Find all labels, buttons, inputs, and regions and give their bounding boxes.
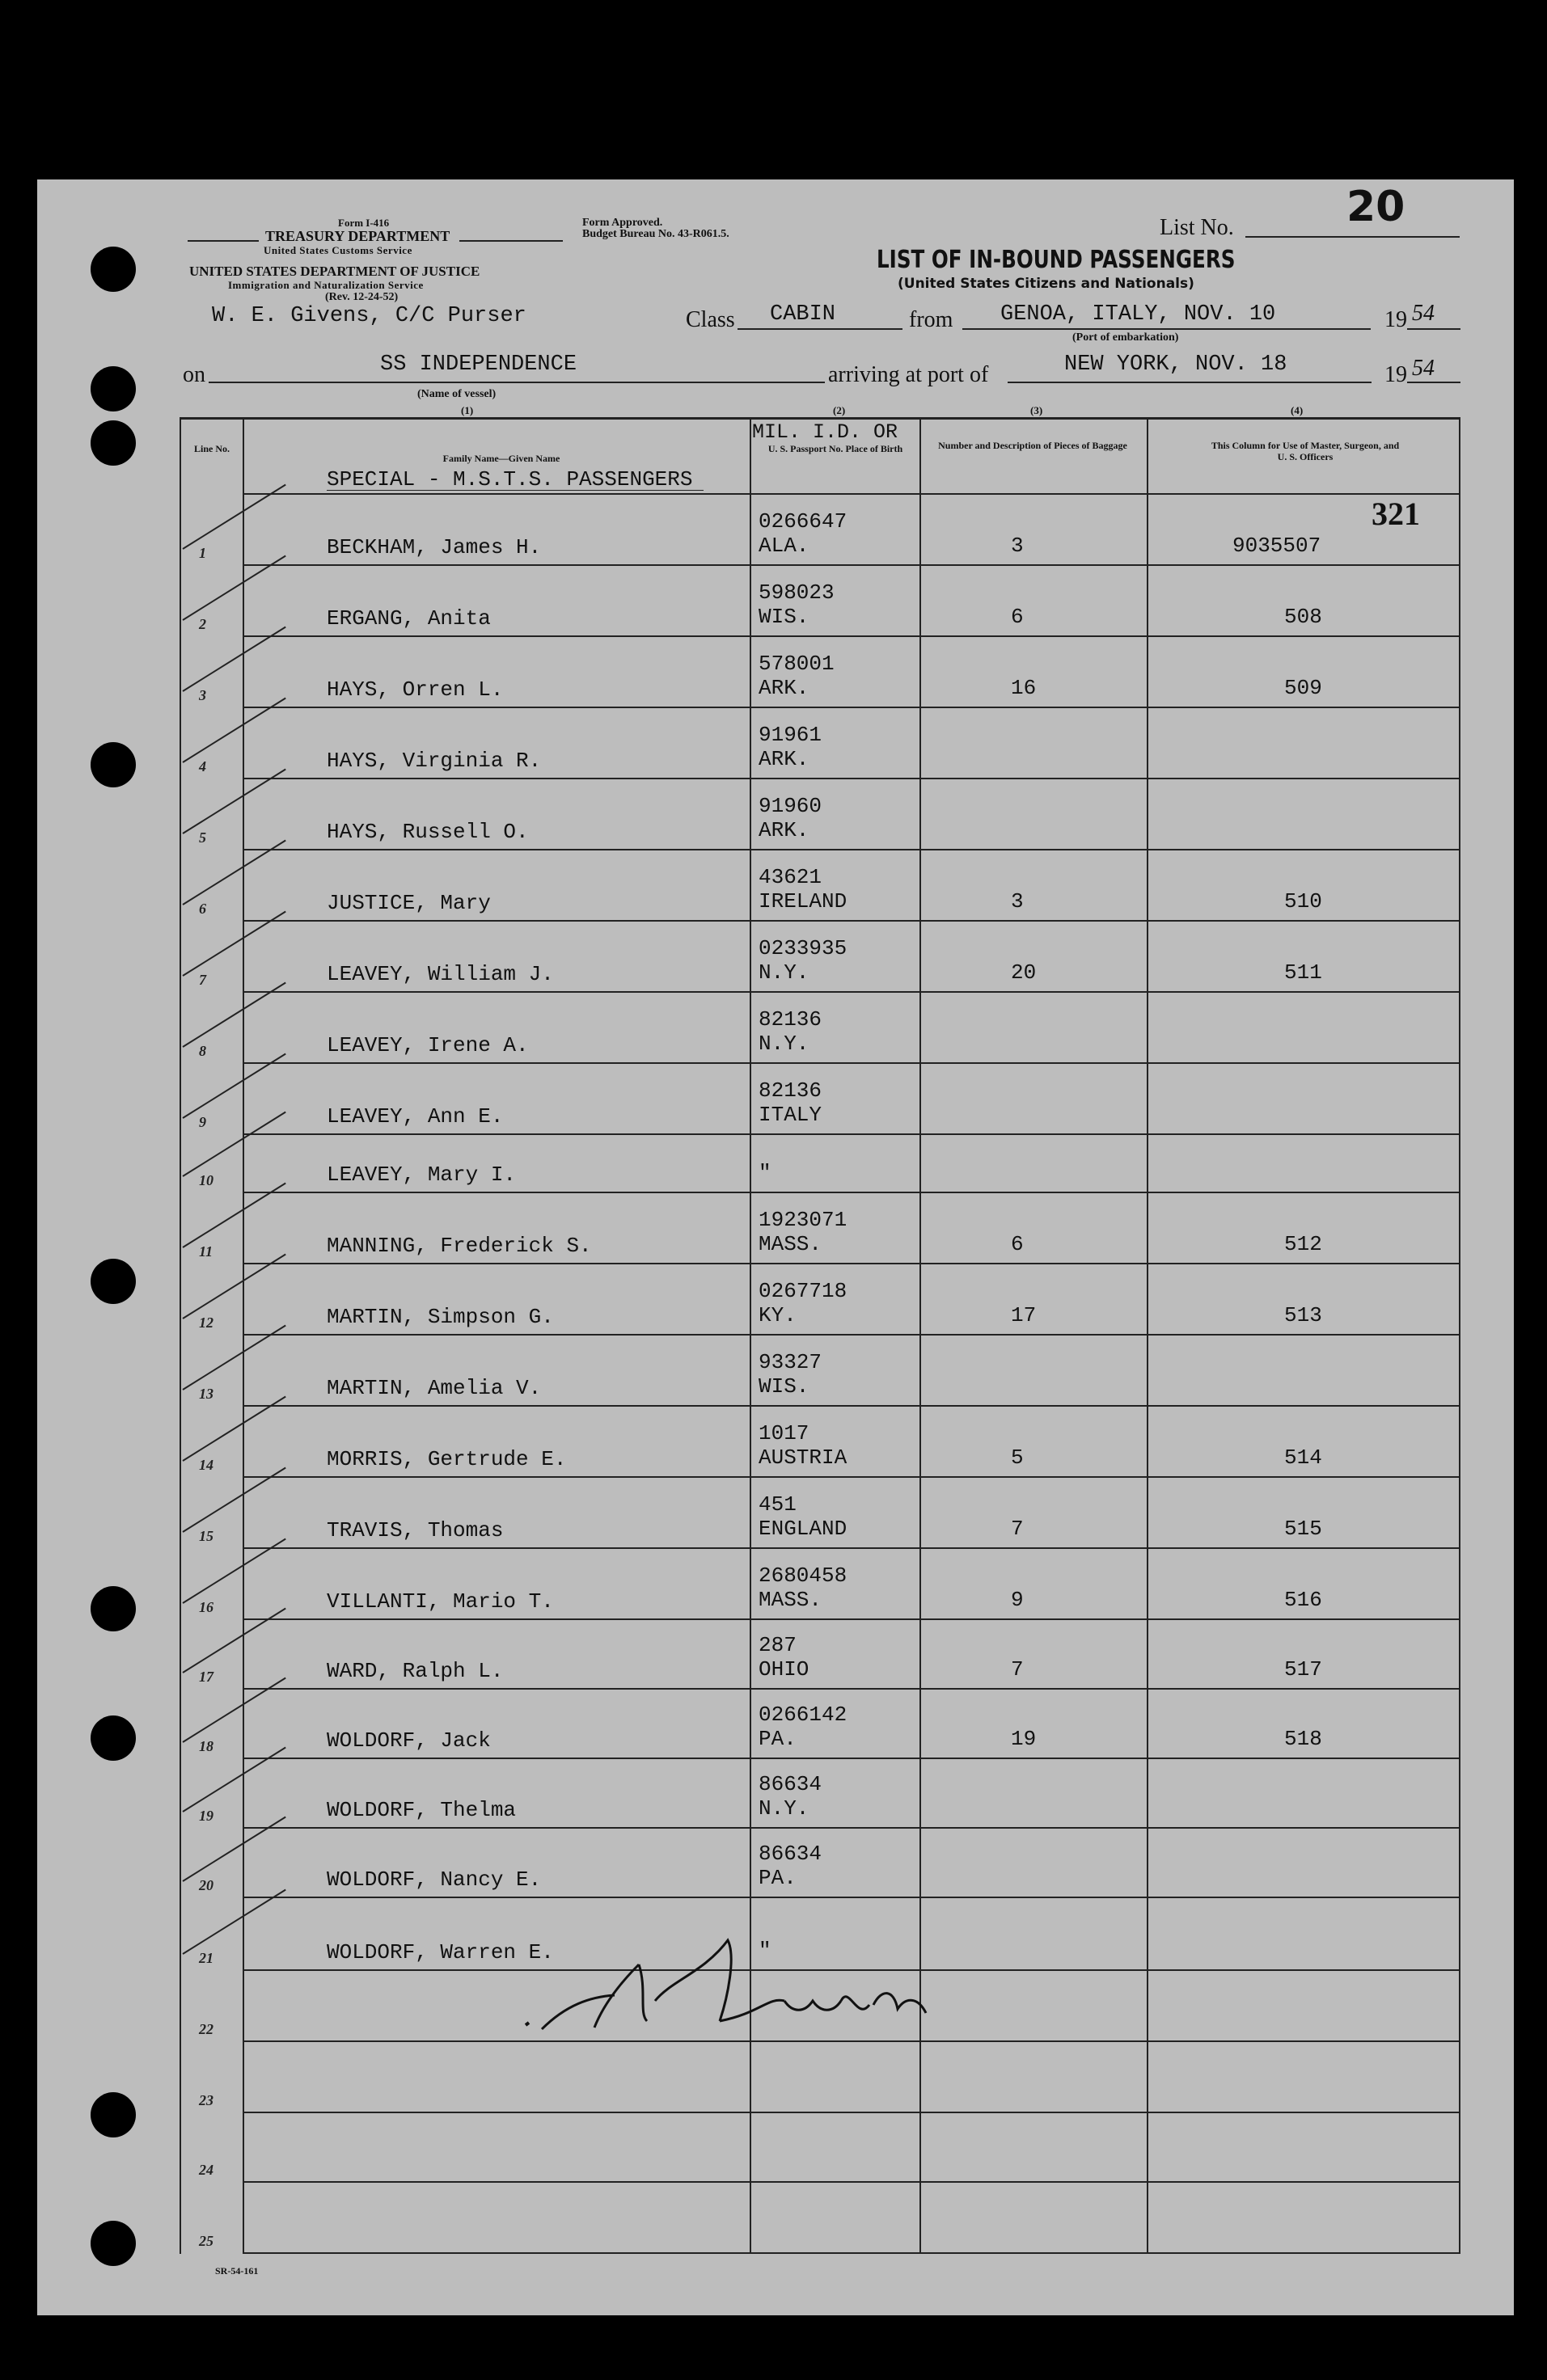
customs-service: United States Customs Service [264,244,412,256]
form-title: LIST OF IN-BOUND PASSENGERS [877,246,1236,274]
officer-number: 511 [1284,960,1322,985]
line-number: 17 [199,1669,213,1685]
line-number: 19 [199,1808,213,1824]
officer-number: 9035507 [1232,534,1321,558]
col-number-1: (1) [461,404,474,416]
id-number: 598023 [759,580,835,605]
place-of-birth: KY. [759,1303,797,1327]
id-number: 0267718 [759,1279,847,1303]
place-of-birth: ARK. [759,818,809,842]
officer-number: 512 [1284,1232,1322,1256]
passenger-name: TRAVIS, Thomas [327,1518,504,1542]
place-of-birth: N.Y. [759,1032,809,1056]
year-line-2 [1407,382,1460,383]
id-number: 2680458 [759,1563,847,1588]
binder-hole [91,247,136,292]
table-row [0,1336,1547,1407]
table-row [0,1193,1547,1264]
line-number: 23 [199,2092,213,2108]
arriving-value: NEW YORK, NOV. 18 [1064,352,1287,377]
place-of-birth: ENGLAND [759,1517,847,1541]
purser-name: W. E. Givens, C/C Purser [212,304,526,328]
form-number: Form I-416 [338,217,390,229]
passenger-name: WOLDORF, Nancy E. [327,1867,542,1892]
line-number: 25 [199,2233,213,2249]
header-rule [459,240,563,242]
passenger-name: HAYS, Russell O. [327,820,529,844]
officer-number: 517 [1284,1657,1322,1682]
list-no-value: 20 [1346,183,1405,231]
class-line [738,328,902,330]
row-rule [243,2252,1460,2254]
officer-number: 508 [1284,605,1322,629]
passenger-name: LEAVEY, Ann E. [327,1104,504,1129]
id-number: 0233935 [759,936,847,960]
place-of-birth: AUSTRIA [759,1445,847,1470]
passenger-name: WARD, Ralph L. [327,1659,504,1683]
line-number: 22 [199,2021,213,2037]
table-row [0,1478,1547,1549]
id-number: 86634 [759,1842,822,1866]
department: TREASURY DEPARTMENT [265,228,450,244]
table-row [0,993,1547,1064]
table-row [0,2042,1547,2113]
table-row [0,1135,1547,1193]
line-number: 9 [199,1114,206,1130]
table-row [0,2183,1547,2254]
place-of-birth: N.Y. [759,1796,809,1821]
passenger-name: MANNING, Frederick S. [327,1234,592,1258]
baggage-count: 17 [1011,1303,1037,1327]
place-of-birth: N.Y. [759,960,809,985]
justice-department: UNITED STATES DEPARTMENT OF JUSTICE [189,264,480,279]
line-number: 7 [199,972,206,988]
officer-number: 513 [1284,1303,1322,1327]
line-number: 4 [199,758,206,774]
line-number: 3 [199,687,206,703]
id-number: 0266647 [759,509,847,534]
officer-number: 509 [1284,676,1322,700]
place-of-birth: " [759,1161,771,1185]
binder-hole [91,366,136,411]
col-header-passport: U. S. Passport No. Place of Birth [767,443,903,454]
place-of-birth: ARK. [759,747,809,771]
special-passengers-heading: SPECIAL - M.S.T.S. PASSENGERS [327,467,693,492]
vessel-label: (Name of vessel) [417,388,497,400]
table-row [0,1829,1547,1898]
vessel-name: SS INDEPENDENCE [380,352,577,377]
baggage-count: 3 [1011,534,1024,558]
place-of-birth: IRELAND [759,889,847,914]
line-number: 24 [199,2162,213,2178]
form-subtitle: (United States Citizens and Nationals) [898,276,1194,292]
table-row [0,1620,1547,1690]
baggage-count: 19 [1011,1727,1037,1751]
year-prefix-2: 19 [1384,362,1407,387]
table-row [0,922,1547,993]
table-row [0,2113,1547,2183]
year-suffix-2: 54 [1412,356,1435,381]
id-number: 0266142 [759,1703,847,1727]
place-of-birth: ALA. [759,534,809,558]
passenger-name: MARTIN, Simpson G. [327,1305,554,1329]
officer-number: 515 [1284,1517,1322,1541]
class-label: Class [686,307,735,332]
col-header-name: Family Name—Given Name [442,453,560,464]
arriving-line [1008,382,1372,383]
baggage-count: 9 [1011,1588,1024,1612]
id-number: 82136 [759,1007,822,1032]
officer-number: 516 [1284,1588,1322,1612]
passenger-name: MARTIN, Amelia V. [327,1376,542,1400]
place-of-birth: PA. [759,1727,797,1751]
line-number: 16 [199,1599,213,1615]
table-row [0,566,1547,637]
baggage-count: 7 [1011,1657,1024,1682]
id-number: 91960 [759,794,822,818]
year-line [1407,328,1460,330]
officer-number: 518 [1284,1727,1322,1751]
table-row [0,1759,1547,1829]
place-of-birth: MASS. [759,1232,822,1256]
baggage-count: 16 [1011,676,1037,700]
place-of-birth: " [759,1939,771,1963]
baggage-count: 6 [1011,605,1024,629]
baggage-count: 7 [1011,1517,1024,1541]
from-label: from [909,307,953,332]
id-number: 93327 [759,1350,822,1374]
id-number: 451 [759,1492,797,1517]
id-number: 1017 [759,1421,809,1445]
passenger-name: BECKHAM, James H. [327,535,542,559]
col-header-baggage: Number and Description of Pieces of Baggage [938,440,1127,451]
col-number-2: (2) [833,404,846,416]
id-number: 1923071 [759,1208,847,1232]
year-suffix: 54 [1412,301,1435,326]
passenger-name: VILLANTI, Mario T. [327,1589,554,1614]
passenger-name: WOLDORF, Thelma [327,1798,517,1822]
check-mark [182,1889,285,1955]
id-number: 82136 [759,1078,822,1103]
place-of-birth: WIS. [759,1374,809,1399]
line-number: 8 [199,1043,206,1059]
binder-hole [91,420,136,466]
table-row [0,495,1547,566]
baggage-count: 3 [1011,889,1024,914]
table-row [0,850,1547,922]
id-number: 43621 [759,865,822,889]
table-row [0,779,1547,850]
passenger-name: LEAVEY, Mary I. [327,1163,517,1187]
list-no-line [1245,236,1460,238]
passenger-name: HAYS, Orren L. [327,677,504,702]
passenger-name: HAYS, Virginia R. [327,749,542,773]
place-of-birth: ARK. [759,676,809,700]
col-header-mil-id: MIL. I.D. OR [752,420,898,444]
line-number: 18 [199,1738,213,1754]
class-value: CABIN [770,302,836,327]
line-number: 5 [199,829,206,846]
id-number: 287 [759,1633,797,1657]
line-number: 12 [199,1314,213,1331]
ins-service: Immigration and Naturalization Service [228,279,424,291]
table-row [0,1549,1547,1620]
passenger-name: WOLDORF, Jack [327,1728,491,1753]
line-number: 20 [199,1877,213,1893]
line-number: 1 [199,545,206,561]
passenger-name: ERGANG, Anita [327,606,491,631]
line-number: 10 [199,1172,213,1188]
vessel-line [209,382,825,383]
place-of-birth: MASS. [759,1588,822,1612]
baggage-count: 20 [1011,960,1037,985]
officer-number: 510 [1284,889,1322,914]
footer-code: SR-54-161 [215,2265,259,2277]
special-heading-underline [327,490,704,491]
revision: (Rev. 12-24-52) [325,291,399,303]
table-row [0,637,1547,708]
line-number: 2 [199,616,206,632]
col-header-line-no: Line No. [193,443,230,454]
port-embark-label: (Port of embarkation) [1072,331,1179,344]
line-number: 13 [199,1386,213,1402]
baggage-count: 5 [1011,1445,1024,1470]
id-number: 91961 [759,723,822,747]
header-rule [188,240,259,242]
table-row [0,708,1547,779]
place-of-birth: ITALY [759,1103,822,1127]
list-no-label: List No. [1160,215,1234,240]
from-value: GENOA, ITALY, NOV. 10 [1000,302,1276,327]
passenger-name: WOLDORF, Warren E. [327,1940,554,1964]
signature [518,1924,938,2045]
table-row [0,1264,1547,1336]
id-number: 86634 [759,1772,822,1796]
passenger-name: LEAVEY, Irene A. [327,1033,529,1057]
line-number: 6 [199,901,206,917]
table-top-rule [180,417,1460,420]
passenger-name: JUSTICE, Mary [327,891,491,915]
table-row [0,1064,1547,1135]
passenger-name: LEAVEY, William J. [327,962,554,986]
officer-number: 514 [1284,1445,1322,1470]
extra-number: 321 [1372,496,1420,532]
col-number-3: (3) [1030,404,1043,416]
line-number: 15 [199,1528,213,1544]
year-prefix: 19 [1384,307,1407,332]
budget-bureau: Budget Bureau No. 43-R061.5. [582,228,729,240]
place-of-birth: OHIO [759,1657,809,1682]
table-row [0,1690,1547,1759]
place-of-birth: PA. [759,1866,797,1890]
col-number-4: (4) [1291,404,1304,416]
table-row [0,1407,1547,1478]
form-approved: Form Approved. [582,217,663,229]
id-number: 578001 [759,652,835,676]
line-number: 21 [199,1950,213,1966]
arriving-label: arriving at port of [828,362,989,387]
from-line [962,328,1371,330]
on-label: on [183,362,205,387]
col-header-officers: This Column for Use of Master, Surgeon, and U. S. Officers [1211,440,1400,462]
line-number: 14 [199,1457,213,1473]
line-number: 11 [199,1243,213,1260]
place-of-birth: WIS. [759,605,809,629]
baggage-count: 6 [1011,1232,1024,1256]
passenger-name: MORRIS, Gertrude E. [327,1447,567,1471]
